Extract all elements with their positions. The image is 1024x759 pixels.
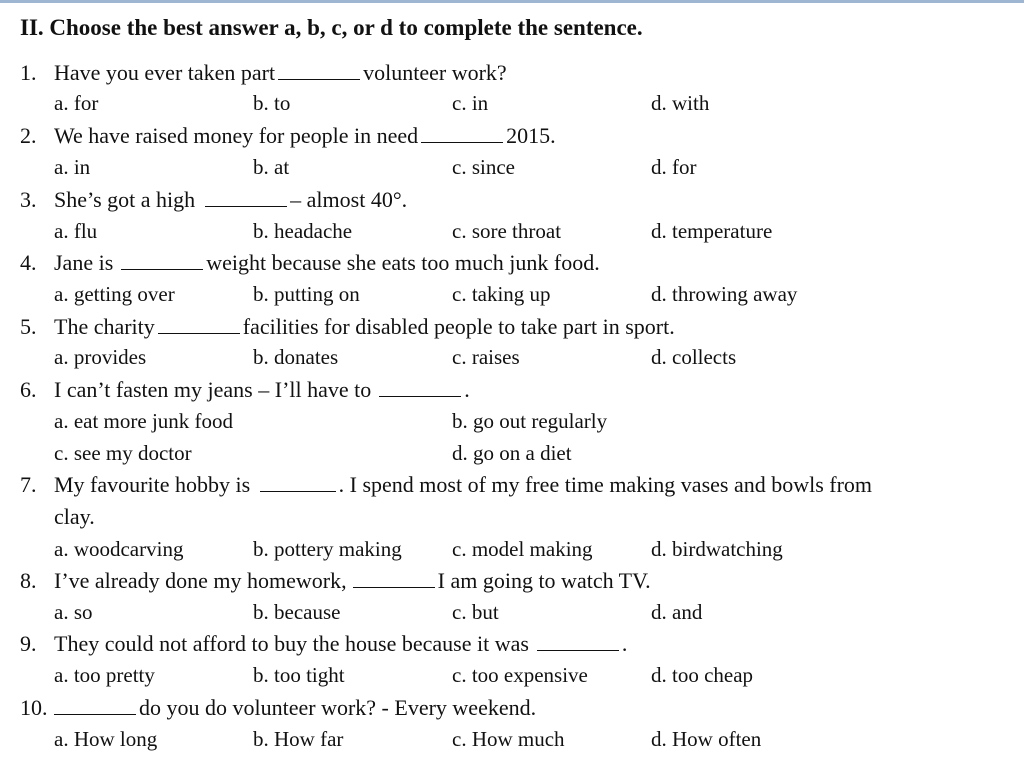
option-c: c. but [452,600,499,624]
option-b: b. at [253,155,290,179]
option-c: c. sore throat [452,219,562,243]
question-text-after: . I spend most of my free time making vases and bowls from [338,472,873,497]
question-number: 9. [20,631,37,656]
question-1 [20,60,507,86]
option-d: d. throwing away [651,282,798,306]
option-b: b. to [253,91,291,115]
question-6 [20,377,470,403]
option-d: d. How often [651,727,762,751]
question-2 [20,123,556,149]
question-3 [20,187,407,213]
answer-blank [353,569,435,588]
question-5 [20,314,675,340]
question-number: 5. [20,314,37,339]
answer-blank [158,315,240,334]
option-b: b. pottery making [253,537,402,561]
question-8 [20,568,651,594]
question-7 [20,469,995,533]
question-text-after: I am going to watch TV. [437,568,651,593]
option-d: d. collects [651,345,737,369]
option-a: a. eat more junk food [54,409,234,433]
option-b: b. donates [253,345,339,369]
question-number: 3. [20,187,37,212]
question-text-before: They could not afford to buy the house because it was [54,631,529,656]
option-d: d. temperature [651,219,773,243]
answer-blank [278,61,360,80]
option-a: a. so [54,600,93,624]
option-b: b. headache [253,219,353,243]
question-10 [20,695,536,721]
question-text-continued: clay. [54,504,95,529]
answer-blank [379,378,461,397]
option-c: c. too expensive [452,663,588,687]
question-text-after: do you do volunteer work? - Every weekend. [139,695,537,720]
question-text-after: – almost 40°. [290,187,408,212]
option-c: c. model making [452,537,593,561]
option-c: c. taking up [452,282,551,306]
option-d: d. too cheap [651,663,754,687]
question-text-before: The charity [54,314,155,339]
option-d: d. with [651,91,710,115]
answer-blank [54,696,136,715]
answer-blank [205,188,287,207]
option-a: a. getting over [54,282,175,306]
question-text-before: My favourite hobby is [54,472,251,497]
question-number: 1. [20,60,37,85]
question-number: 8. [20,568,37,593]
option-c: c. since [452,155,515,179]
option-d: d. for [651,155,697,179]
question-text-after: volunteer work? [363,60,507,85]
option-b: b. because [253,600,341,624]
question-number: 7. [20,472,37,497]
question-text-before: I can’t fasten my jeans – I’ll have to [54,377,372,402]
question-4 [20,250,600,276]
question-text-after: facilities for disabled people to take part in sport. [242,314,675,339]
option-d: d. go on a diet [452,441,572,465]
option-b: b. too tight [253,663,345,687]
option-a: a. flu [54,219,98,243]
question-number: 6. [20,377,37,402]
option-d: d. and [651,600,703,624]
option-c: c. see my doctor [54,441,192,465]
section-heading: II. Choose the best answer a, b, c, or d to complete the sentence. [20,15,643,40]
option-c: c. raises [452,345,520,369]
question-text-before: I’ve already done my homework, [54,568,347,593]
question-text-after: weight because she eats too much junk food. [206,250,600,275]
question-number: 2. [20,123,37,148]
option-a: a. provides [54,345,147,369]
question-text-after: . [621,631,628,656]
answer-blank [537,632,619,651]
question-text-before: We have raised money for people in need [54,123,419,148]
option-a: a. woodcarving [54,537,184,561]
option-b: b. putting on [253,282,360,306]
option-d: d. birdwatching [651,537,783,561]
question-text-after: . [464,377,470,402]
top-border [0,0,1024,3]
option-c: c. How much [452,727,565,751]
question-text-before: Have you ever taken part [54,60,276,85]
answer-blank [121,251,203,270]
option-b: b. How far [253,727,344,751]
option-b: b. go out regularly [452,409,608,433]
question-number: 10. [20,695,48,720]
option-c: c. in [452,91,489,115]
question-text-after: 2015. [506,123,556,148]
option-a: a. in [54,155,91,179]
question-number: 4. [20,250,37,275]
question-9 [20,631,627,657]
question-text-before: She’s got a high [54,187,196,212]
question-text-before: Jane is [54,250,114,275]
option-a: a. too pretty [54,663,155,687]
option-a: a. for [54,91,99,115]
answer-blank [260,473,336,492]
answer-blank [421,124,503,143]
option-a: a. How long [54,727,158,751]
